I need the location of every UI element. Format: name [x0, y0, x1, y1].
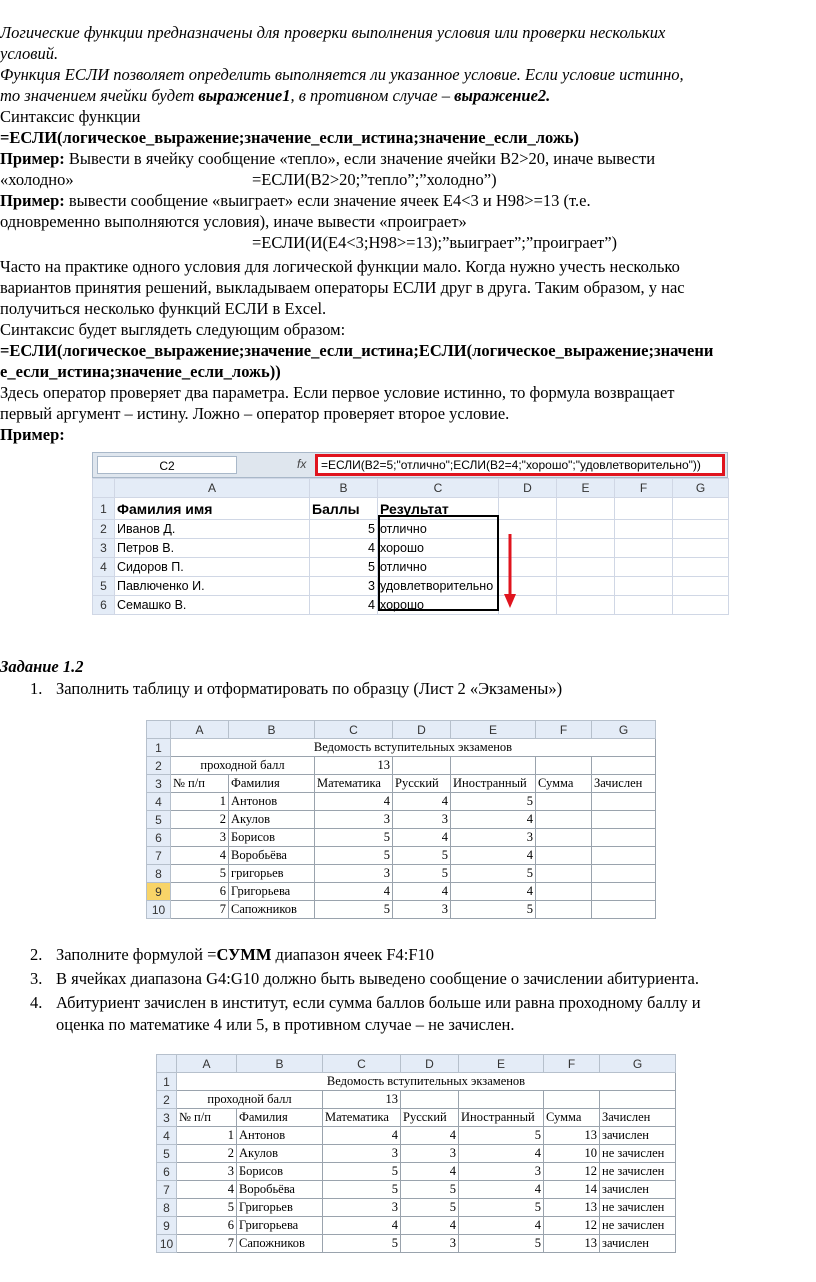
column-header[interactable]: C: [378, 479, 499, 498]
arrow-down-icon: [502, 532, 522, 612]
foreign-cell[interactable]: 5: [459, 1199, 544, 1217]
math-cell[interactable]: 5: [315, 829, 393, 847]
enrolled-cell[interactable]: [592, 883, 656, 901]
excel-sheet-exams-empty: [146, 720, 656, 919]
row-header[interactable]: 5: [147, 811, 171, 829]
row-header[interactable]: 2: [157, 1091, 177, 1109]
sum-cell[interactable]: [536, 847, 592, 865]
russian-cell[interactable]: 4: [393, 883, 451, 901]
table-row: [157, 1145, 676, 1163]
sum-cell[interactable]: [536, 865, 592, 883]
index-cell[interactable]: 6: [171, 883, 229, 901]
formula-input[interactable]: =ЕСЛИ(B2=5;"отлично";ЕСЛИ(B2=4;"хорошо";"удовлетворительно")): [315, 454, 725, 476]
if-description-line-1: Функция ЕСЛИ позволяет определить выполняется ли указанное условие. Если условие истинно,: [0, 65, 684, 84]
index-cell[interactable]: 2: [177, 1145, 237, 1163]
sum-cell[interactable]: 10: [544, 1145, 600, 1163]
header-cell[interactable]: Фамилия: [237, 1109, 323, 1127]
sum-cell[interactable]: 13: [544, 1235, 600, 1253]
syntax-heading: Синтаксис функции: [0, 107, 141, 126]
example-2-line-1: Пример: вывести сообщение «выиграет» если значение ячеек Е4<3 и Н98>=13 (т.е.: [0, 191, 591, 210]
math-cell[interactable]: 4: [315, 793, 393, 811]
sum-cell[interactable]: 13: [544, 1199, 600, 1217]
header-cell[interactable]: Русский: [393, 775, 451, 793]
column-header[interactable]: G: [673, 479, 729, 498]
task-item-4-line-1: 4. Абитуриент зачислен в институт, если сумма баллов больше или равна проходному баллу и: [30, 993, 701, 1012]
name-cell[interactable]: Петров В.: [115, 539, 310, 558]
row-header[interactable]: 1: [157, 1073, 177, 1091]
name-cell[interactable]: Сидоров П.: [115, 558, 310, 577]
table-row: [157, 1073, 676, 1091]
row-header[interactable]: 1: [93, 498, 115, 520]
example-3-label: Пример:: [0, 425, 65, 444]
header-cell[interactable]: Фамилия имя: [115, 498, 310, 520]
foreign-cell[interactable]: 5: [459, 1235, 544, 1253]
column-header[interactable]: A: [171, 721, 229, 739]
index-cell[interactable]: 3: [171, 829, 229, 847]
column-header[interactable]: B: [229, 721, 315, 739]
table-row: [147, 847, 656, 865]
index-cell[interactable]: 7: [171, 901, 229, 919]
index-cell[interactable]: 2: [171, 811, 229, 829]
row-header[interactable]: 10: [157, 1235, 177, 1253]
row-header[interactable]: 3: [157, 1109, 177, 1127]
enrolled-cell[interactable]: [592, 901, 656, 919]
column-header[interactable]: E: [451, 721, 536, 739]
sum-cell[interactable]: 14: [544, 1181, 600, 1199]
enrolled-cell[interactable]: не зачислен: [600, 1163, 676, 1181]
sum-cell[interactable]: 12: [544, 1217, 600, 1235]
row-header[interactable]: 6: [93, 596, 115, 615]
russian-cell[interactable]: 3: [393, 811, 451, 829]
row-header[interactable]: 9: [157, 1217, 177, 1235]
intro-line-2: условий.: [0, 44, 59, 63]
math-cell[interactable]: 5: [315, 901, 393, 919]
example-1-line-2a: «холодно»: [0, 170, 74, 189]
row-header[interactable]: 5: [157, 1145, 177, 1163]
table-row: [157, 1109, 676, 1127]
russian-cell[interactable]: 4: [393, 793, 451, 811]
header-cell[interactable]: Иностранный: [459, 1109, 544, 1127]
pass-score-label[interactable]: проходной балл: [171, 757, 315, 775]
russian-cell[interactable]: 4: [401, 1217, 459, 1235]
enrolled-cell[interactable]: [592, 811, 656, 829]
enrolled-cell[interactable]: не зачислен: [600, 1145, 676, 1163]
enrolled-cell[interactable]: не зачислен: [600, 1199, 676, 1217]
score-cell[interactable]: 5: [310, 558, 378, 577]
row-header[interactable]: 2: [93, 520, 115, 539]
surname-cell[interactable]: Борисов: [229, 829, 315, 847]
russian-cell[interactable]: 4: [401, 1127, 459, 1145]
foreign-cell[interactable]: 4: [459, 1217, 544, 1235]
table-row: [157, 1181, 676, 1199]
score-cell[interactable]: 4: [310, 539, 378, 558]
pass-score-value[interactable]: 13: [323, 1091, 401, 1109]
table-row: [147, 865, 656, 883]
index-cell[interactable]: 4: [177, 1181, 237, 1199]
header-cell[interactable]: Сумма: [544, 1109, 600, 1127]
enrolled-cell[interactable]: [592, 847, 656, 865]
table-row: [147, 829, 656, 847]
math-cell[interactable]: 5: [323, 1181, 401, 1199]
sum-cell[interactable]: [536, 901, 592, 919]
foreign-cell[interactable]: 4: [459, 1145, 544, 1163]
foreign-cell[interactable]: 5: [451, 901, 536, 919]
foreign-cell[interactable]: 4: [451, 883, 536, 901]
math-cell[interactable]: 5: [315, 847, 393, 865]
column-header[interactable]: D: [401, 1055, 459, 1073]
index-cell[interactable]: 1: [171, 793, 229, 811]
row-header[interactable]: 2: [147, 757, 171, 775]
foreign-cell[interactable]: 5: [459, 1127, 544, 1145]
result-cell[interactable]: хорошо: [378, 596, 499, 615]
row-header[interactable]: 3: [147, 775, 171, 793]
index-cell[interactable]: 7: [177, 1235, 237, 1253]
row-header[interactable]: 6: [147, 829, 171, 847]
header-cell[interactable]: Зачислен: [600, 1109, 676, 1127]
if-description-line-2: то значением ячейки будет выражение1, в противном случае – выражение2.: [0, 86, 551, 105]
column-header[interactable]: F: [544, 1055, 600, 1073]
index-cell[interactable]: 1: [177, 1127, 237, 1145]
example-1-line-1: Пример: Вывести в ячейку сообщение «тепло», если значение ячейки B2>20, иначе вывести: [0, 149, 656, 168]
row-header-selected[interactable]: 9: [147, 883, 171, 901]
header-cell[interactable]: Баллы: [310, 498, 378, 520]
header-cell[interactable]: Математика: [323, 1109, 401, 1127]
surname-cell[interactable]: Григорьева: [237, 1217, 323, 1235]
header-cell[interactable]: № п/п: [177, 1109, 237, 1127]
index-cell[interactable]: 4: [171, 847, 229, 865]
table-row: [147, 901, 656, 919]
score-cell[interactable]: 5: [310, 520, 378, 539]
table-row: [157, 1163, 676, 1181]
column-header-row: [157, 1055, 676, 1073]
math-cell[interactable]: 5: [323, 1163, 401, 1181]
row-header[interactable]: 3: [93, 539, 115, 558]
enrolled-cell[interactable]: зачислен: [600, 1127, 676, 1145]
row-header[interactable]: 4: [93, 558, 115, 577]
syntax-formula: =ЕСЛИ(логическое_выражение;значение_если_истина;значение_если_ложь): [0, 128, 580, 147]
fx-icon[interactable]: fx: [297, 457, 307, 471]
column-header-row: [147, 721, 656, 739]
score-cell[interactable]: 4: [310, 596, 378, 615]
math-cell[interactable]: 3: [323, 1145, 401, 1163]
foreign-cell[interactable]: 4: [459, 1181, 544, 1199]
result-cell[interactable]: отлично: [378, 520, 499, 539]
sum-cell[interactable]: [536, 811, 592, 829]
foreign-cell[interactable]: 5: [451, 865, 536, 883]
surname-cell[interactable]: Антонов: [229, 793, 315, 811]
formula-bar: [92, 452, 728, 478]
math-cell[interactable]: 3: [315, 865, 393, 883]
table-row: [147, 883, 656, 901]
enrolled-cell[interactable]: не зачислен: [600, 1217, 676, 1235]
column-header[interactable]: A: [177, 1055, 237, 1073]
surname-cell[interactable]: Акулов: [229, 811, 315, 829]
enrolled-cell[interactable]: [592, 793, 656, 811]
result-cell[interactable]: удовлетворительно: [378, 577, 499, 596]
russian-cell[interactable]: 3: [393, 901, 451, 919]
name-cell[interactable]: Иванов Д.: [115, 520, 310, 539]
header-cell[interactable]: Сумма: [536, 775, 592, 793]
column-header[interactable]: F: [615, 479, 673, 498]
example-2-formula: =ЕСЛИ(И(Е4<3;Н98>=13);”выиграет”;”проиграет”): [252, 233, 618, 252]
index-cell[interactable]: 3: [177, 1163, 237, 1181]
row-header[interactable]: 5: [93, 577, 115, 596]
surname-cell[interactable]: Григорьева: [229, 883, 315, 901]
enrolled-cell[interactable]: [592, 829, 656, 847]
table-row: [147, 793, 656, 811]
nested-syntax-line-2: е_если_истина;значение_если_ложь)): [0, 362, 281, 381]
nested-line-1: Часто на практике одного условия для логической функции мало. Когда нужно учесть несколько: [0, 257, 680, 276]
row-header[interactable]: 7: [157, 1181, 177, 1199]
column-header[interactable]: D: [393, 721, 451, 739]
nested-syntax-heading: Синтаксис будет выглядеть следующим образом:: [0, 320, 346, 339]
select-all-corner[interactable]: [157, 1055, 177, 1073]
column-header[interactable]: B: [310, 479, 378, 498]
example-2-line-2: одновременно выполняются условия), иначе вывести «проиграет»: [0, 212, 467, 231]
row-header[interactable]: 8: [147, 865, 171, 883]
table-row: [147, 757, 656, 775]
header-cell[interactable]: Зачислен: [592, 775, 656, 793]
foreign-cell[interactable]: 5: [451, 793, 536, 811]
column-header[interactable]: C: [323, 1055, 401, 1073]
column-header[interactable]: F: [536, 721, 592, 739]
sheet-grid-3: [156, 1054, 676, 1253]
row-header[interactable]: 1: [147, 739, 171, 757]
column-header-row: [93, 479, 729, 498]
surname-cell[interactable]: Сапожников: [237, 1235, 323, 1253]
header-cell[interactable]: Результат: [378, 498, 499, 520]
nested-explain-line-1: Здесь оператор проверяет два параметра. Если первое условие истинно, то формула возвращает: [0, 383, 675, 402]
math-cell[interactable]: 4: [323, 1127, 401, 1145]
header-cell[interactable]: № п/п: [171, 775, 229, 793]
russian-cell[interactable]: 4: [393, 829, 451, 847]
sum-cell[interactable]: [536, 883, 592, 901]
table-row: [147, 739, 656, 757]
header-cell[interactable]: Иностранный: [451, 775, 536, 793]
surname-cell[interactable]: Воробьёва: [237, 1181, 323, 1199]
excel-sheet-exams-filled: [156, 1054, 676, 1253]
foreign-cell[interactable]: 3: [459, 1163, 544, 1181]
russian-cell[interactable]: 5: [401, 1181, 459, 1199]
nested-explain-line-2: первый аргумент – истину. Ложно – оператор проверяет второе условие.: [0, 404, 510, 423]
enrolled-cell[interactable]: зачислен: [600, 1235, 676, 1253]
nested-line-3: получиться несколько функций ЕСЛИ в Excel.: [0, 299, 327, 318]
index-cell[interactable]: 5: [177, 1199, 237, 1217]
row-header[interactable]: 6: [157, 1163, 177, 1181]
sheet-title-cell[interactable]: Ведомость вступительных экзаменов: [171, 739, 656, 757]
row-header[interactable]: 7: [147, 847, 171, 865]
header-cell[interactable]: Математика: [315, 775, 393, 793]
row-header[interactable]: 4: [157, 1127, 177, 1145]
table-row: [147, 775, 656, 793]
result-cell[interactable]: хорошо: [378, 539, 499, 558]
enrolled-cell[interactable]: [592, 865, 656, 883]
russian-cell[interactable]: 5: [393, 847, 451, 865]
row-header[interactable]: 10: [147, 901, 171, 919]
name-cell[interactable]: Павлюченко И.: [115, 577, 310, 596]
excel-screenshot-nested-if: [92, 452, 732, 612]
surname-cell[interactable]: Сапожников: [229, 901, 315, 919]
task-title: Задание 1.2: [0, 657, 84, 676]
sheet-title-cell[interactable]: Ведомость вступительных экзаменов: [177, 1073, 676, 1091]
table-row: [147, 811, 656, 829]
math-cell[interactable]: 5: [323, 1235, 401, 1253]
surname-cell[interactable]: Акулов: [237, 1145, 323, 1163]
surname-cell[interactable]: Григорьев: [237, 1199, 323, 1217]
surname-cell[interactable]: Воробьёва: [229, 847, 315, 865]
task-item-1: 1. Заполнить таблицу и отформатировать по образцу (Лист 2 «Экзамены»): [30, 679, 563, 698]
select-all-corner[interactable]: [147, 721, 171, 739]
column-header[interactable]: E: [459, 1055, 544, 1073]
result-cell[interactable]: отлично: [378, 558, 499, 577]
column-header[interactable]: C: [315, 721, 393, 739]
intro-line-1: Логические функции предназначены для проверки выполнения условия или проверки нескольких: [0, 23, 666, 42]
column-header[interactable]: B: [237, 1055, 323, 1073]
foreign-cell[interactable]: 4: [451, 847, 536, 865]
table-row: [157, 1127, 676, 1145]
header-cell[interactable]: Фамилия: [229, 775, 315, 793]
sheet-grid-2: [146, 720, 656, 919]
surname-cell[interactable]: Антонов: [237, 1127, 323, 1145]
task-item-4-line-2: оценка по математике 4 или 5, в противном случае – не зачислен.: [56, 1015, 515, 1034]
column-header[interactable]: D: [499, 479, 557, 498]
pass-score-label[interactable]: проходной балл: [177, 1091, 323, 1109]
index-cell[interactable]: 6: [177, 1217, 237, 1235]
header-cell[interactable]: Русский: [401, 1109, 459, 1127]
row-header[interactable]: 8: [157, 1199, 177, 1217]
math-cell[interactable]: 4: [323, 1217, 401, 1235]
russian-cell[interactable]: 5: [393, 865, 451, 883]
math-cell[interactable]: 3: [323, 1199, 401, 1217]
column-header[interactable]: A: [115, 479, 310, 498]
score-cell[interactable]: 3: [310, 577, 378, 596]
table-row: [157, 1235, 676, 1253]
table-row: [157, 1091, 676, 1109]
row-header[interactable]: 4: [147, 793, 171, 811]
russian-cell[interactable]: 3: [401, 1235, 459, 1253]
math-cell[interactable]: 3: [315, 811, 393, 829]
column-header[interactable]: G: [592, 721, 656, 739]
sum-cell[interactable]: [536, 793, 592, 811]
example-1-formula: =ЕСЛИ(B2>20;”тепло”;”холодно”): [252, 170, 497, 189]
name-box[interactable]: C2: [97, 456, 237, 474]
index-cell[interactable]: 5: [171, 865, 229, 883]
table-row: [157, 1199, 676, 1217]
table-row: [157, 1217, 676, 1235]
nested-syntax-line-1: =ЕСЛИ(логическое_выражение;значение_если_истина;ЕСЛИ(логическое_выражение;значени: [0, 341, 714, 360]
foreign-cell[interactable]: 4: [451, 811, 536, 829]
pass-score-value[interactable]: 13: [315, 757, 393, 775]
surname-cell[interactable]: Борисов: [237, 1163, 323, 1181]
russian-cell[interactable]: 5: [401, 1199, 459, 1217]
column-header[interactable]: G: [600, 1055, 676, 1073]
russian-cell[interactable]: 4: [401, 1163, 459, 1181]
name-cell[interactable]: Семашко В.: [115, 596, 310, 615]
enrolled-cell[interactable]: зачислен: [600, 1181, 676, 1199]
sum-cell[interactable]: [536, 829, 592, 847]
selected-range[interactable]: [378, 515, 499, 611]
surname-cell[interactable]: григорьев: [229, 865, 315, 883]
column-header[interactable]: E: [557, 479, 615, 498]
foreign-cell[interactable]: 3: [451, 829, 536, 847]
task-item-2: 2. Заполните формулой =СУММ диапазон ячеек F4:F10: [30, 945, 435, 964]
select-all-corner[interactable]: [93, 479, 115, 498]
sum-cell[interactable]: 13: [544, 1127, 600, 1145]
sum-cell[interactable]: 12: [544, 1163, 600, 1181]
math-cell[interactable]: 4: [315, 883, 393, 901]
russian-cell[interactable]: 3: [401, 1145, 459, 1163]
nested-line-2: вариантов принятия решений, выкладываем операторы ЕСЛИ друг в друга. Таким образом, у нас: [0, 278, 685, 297]
task-item-3: 3. В ячейках диапазона G4:G10 должно быть выведено сообщение о зачислении абитуриента.: [30, 969, 699, 988]
